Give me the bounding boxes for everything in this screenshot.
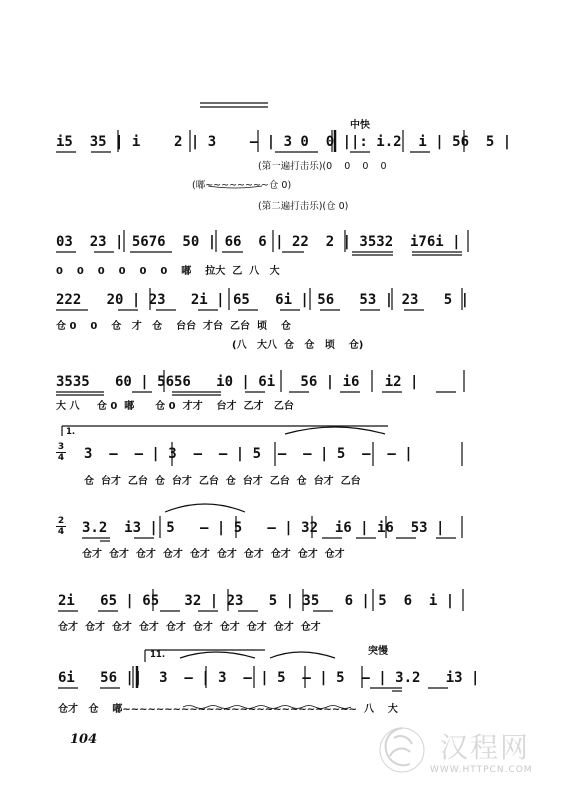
notation-line-1: i5 35 | i 2 | 3 — | 3 0 0 ||: i.2 i | 56 5 | [56, 134, 512, 150]
notation-line-2: 03 23 | 5676 50 | 66 6 | 22 2 | 3532 i76i | [56, 234, 461, 250]
percussion-line-1a: (第一遍打击乐)(0 0 0 0 [258, 161, 387, 172]
watermark-url: WWW.HTTPCN.COM [430, 765, 533, 775]
notation-line-8: 6i 56 || 3 — | 3 — | 5 — | 5 — | 3.2 i3 | [58, 670, 480, 686]
notation-line-3: 222 20 | 23 2i | 65 6i | 56 53 | 23 5 | [56, 292, 470, 308]
percussion-line-1b: (嘟~~~~~~~~仓 0) [192, 180, 292, 191]
percussion-line-3b: (八 大八 仓 仓 顷 仓) [232, 340, 364, 351]
volta-first-label: 1. [66, 427, 76, 437]
percussion-line-5: 仓 台才 乙台 仓 台才 乙台 仓 台才 乙台 仓 台才 乙台 [84, 476, 361, 487]
percussion-line-1c: (第二遍打击乐)(仓 0) [258, 201, 349, 212]
tempo-mark-tu-man: 突慢 [368, 646, 388, 657]
tie [180, 652, 255, 658]
tempo-mark-zhong-kuai: 中快 [350, 120, 370, 131]
notation-line-6: 3.2 i3 | 5 — | 5 — | 32 i6 | i6 53 | [82, 520, 445, 536]
page-number: 104 [70, 732, 98, 747]
percussion-line-4: 大 八 仓 0 嘟 仓 0 才才 台才 乙才 乙台 [56, 401, 294, 412]
tie [270, 652, 335, 658]
percussion-line-3a: 仓 0 0 仓 才 仓 台台 才台 乙台 顷 仓 [56, 321, 291, 332]
time-signature-2-4: 2 4 [57, 516, 65, 537]
watermark-brand: 汉程网 [440, 731, 531, 764]
notation-line-7: 2i 65 | 65 32 | 23 5 | 35 6 | 5 6 i | [58, 593, 455, 609]
tie [165, 504, 245, 512]
percussion-line-6: 仓才 仓才 仓才 仓才 仓才 仓才 仓才 仓才 仓才 仓才 [82, 549, 345, 560]
percussion-line-7: 仓才 仓才 仓才 仓才 仓才 仓才 仓才 仓才 仓才 仓才 [58, 622, 321, 633]
percussion-line-2: 0 0 0 0 0 0 嘟 拉大 乙 八 大 [56, 266, 280, 277]
percussion-line-8: 仓才 仓 嘟~~~~~~~~~~~~~~~~~~~~~~~~~~~~ 八 大 [58, 704, 398, 715]
time-signature-3-4: 3 4 [57, 442, 65, 463]
volta-second-label: 11. [150, 650, 166, 660]
notation-line-5: 3 — — | 3 — — | 5 — — | 5 — — | [84, 446, 413, 462]
watermark-logo-icon [372, 720, 432, 780]
notation-line-4: 3535 60 | 5656 i0 | 6i 56 | i6 i2 | [56, 374, 419, 390]
tie [285, 427, 385, 434]
